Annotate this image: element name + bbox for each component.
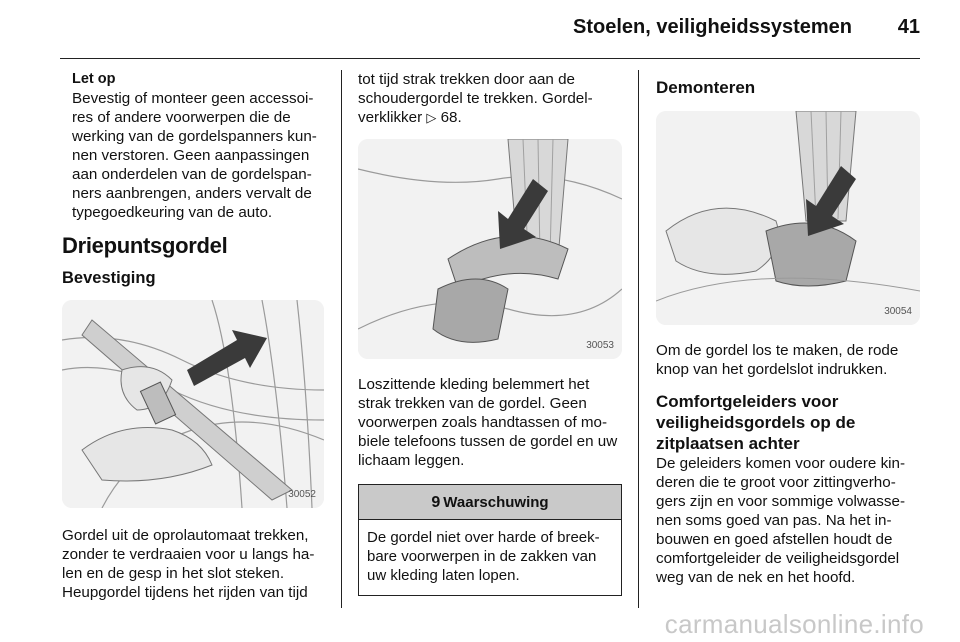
warning-box: [358, 484, 622, 596]
header-title: Stoelen, veiligheidssystemen: [573, 16, 852, 38]
body-text: Loszittende kleding belemmert het strak trekken van de gordel. Geen voorwerpen zoals handtassen of mo-biele telefoons tussen de gordel en uw lichaam leggen.: [358, 376, 618, 469]
figure-number: 30053: [586, 340, 614, 351]
warning-text: De gordel niet over harde of breek-bare voorwerpen in de zakken van uw kleding laten lopen.: [367, 529, 600, 584]
body-text: Om de gordel los te maken, de rode knop van het gordelslot indrukken.: [656, 342, 899, 378]
subsection-heading: Bevestiging: [62, 269, 156, 287]
figure-number: 30054: [884, 306, 912, 317]
page-ref-icon: ▷: [426, 110, 437, 125]
warning-title: Waarschuwing: [443, 493, 549, 511]
note-text: Bevestig of monteer geen accessoi-res of andere voorwerpen die de werking van de gordelspanners kun-nen verstoren. Geen aanpassingen aan onderdelen van de gordelspan-ners aanbrengen, anders vervalt de typegoedkeuring van de auto.: [72, 90, 317, 221]
column-divider: [638, 70, 639, 608]
note: [62, 70, 324, 222]
seatbelt-fastening-illustration: [62, 300, 324, 508]
body-text: De geleiders komen voor oudere kin-deren die te groot voor zittingverho-gers zijn en voor sommige volwasse-nen soms goed van pas. Na het in-bouwen en goed afstellen houdt de comfortgeleider de veiligheidsgordel weg van de nek en het hoofd.: [656, 455, 906, 586]
column-divider: [341, 70, 342, 608]
body-text-intro: tot tijd strak trekken door aan de schoudergordel te trekken. Gordel-verklikker ▷ 68.: [358, 71, 593, 126]
figure-release: [656, 111, 920, 325]
subsection-heading: Comfortgeleiders voor veiligheidsgordels op de zitplaatsen achter: [656, 392, 856, 453]
watermark: carmanualsonline.info: [664, 609, 924, 639]
figure-number: 30052: [288, 489, 316, 500]
warning-icon: 9: [431, 493, 441, 511]
page-number: 41: [897, 16, 920, 38]
seatbelt-tightening-illustration: [358, 139, 622, 359]
seatbelt-release-illustration: [656, 111, 920, 325]
warning-header: [359, 485, 621, 520]
figure-tightening: [358, 139, 622, 359]
column-2: [358, 70, 622, 596]
page-header: [60, 0, 920, 59]
column-1: [62, 70, 324, 602]
page-ref[interactable]: 68.: [440, 109, 462, 126]
section-heading: Demonteren: [656, 78, 756, 97]
figure-fastening: [62, 300, 324, 508]
section-heading: Driepuntsgordel: [62, 233, 228, 258]
note-label: Let op: [72, 71, 116, 87]
column-3: [656, 70, 922, 587]
body-text: Gordel uit de oprolautomaat trekken, zonder te verdraaien voor u langs ha-len en de gesp in het slot steken. Heupgordel tijdens het rijden van tijd: [62, 527, 315, 601]
